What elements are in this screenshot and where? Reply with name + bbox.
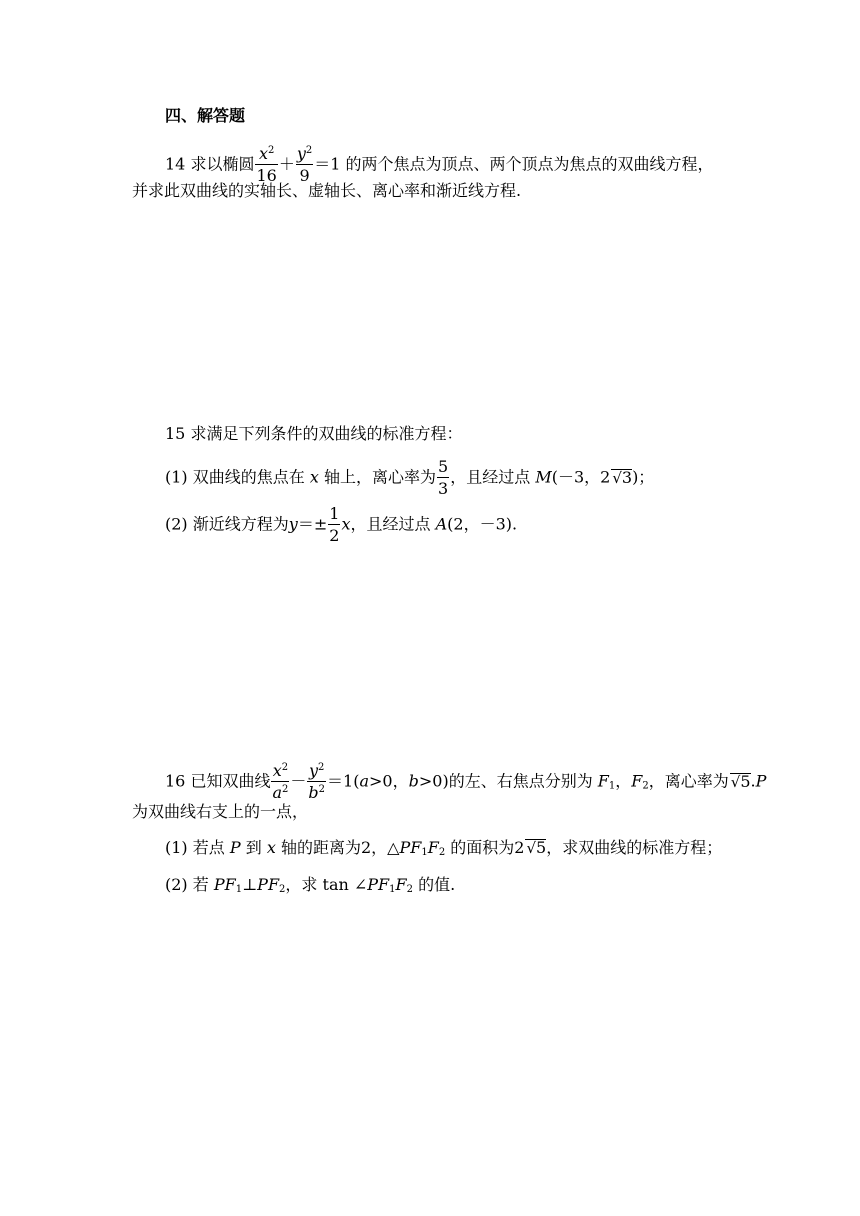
sqrt-5: √5	[730, 771, 751, 791]
question-14-line-1: 14 求以椭圆 $\frac{x^2}{16}$ ＋ $\frac{y^2}{9}$ ＝1 的两个焦点为顶点、两个顶点为焦点的双曲线方程，	[165, 144, 714, 185]
question-15-part-1: (1) 双曲线的焦点在 x 轴上，离心率为 $\frac{5}{3}$ ，且经过点 M(－3，2 √3)；	[165, 457, 655, 498]
question-15-part-2: (2) 渐近线方程为y＝± $\frac{1}{2}$ x，且经过点 A(2，－3).	[165, 504, 518, 545]
fraction-y2-9: $\frac{y^2}{9}$	[296, 144, 313, 185]
question-16-part-1: (1) 若点 P 到 x 轴的距离为2，$\triangle PF_1F_2$ 的面积为2 √5，求双曲线的标准方程；	[165, 838, 723, 858]
question-number: 15	[165, 424, 186, 443]
sqrt-5: √5	[526, 838, 547, 857]
question-15-stem: 15 求满足下列条件的双曲线的标准方程：	[165, 424, 463, 443]
question-16-part-2: (2) 若 $PF_1\perp PF_2$，求 $\tan \angle PF_1F_2$ 的值.	[165, 875, 456, 895]
question-14-line-2: 并求此双曲线的实轴长、虚轴长、离心率和渐近线方程.	[132, 181, 522, 200]
fraction-y2-b2: $\frac{y^2}{b^2}$	[308, 761, 326, 802]
question-number: 16	[165, 771, 186, 791]
sqrt-3: √3	[612, 467, 633, 487]
fraction-x2-16: $\frac{x^2}{16}$	[256, 144, 277, 185]
fraction-5-3: $\frac{5}{3}$	[438, 457, 449, 498]
section-title: 四、解答题	[165, 106, 246, 125]
question-16-line-1: 16 已知双曲线 $\frac{x^2}{a^2}$ － $\frac{y^2}{b^2}$ ＝1(a>0，b>0)的左、右焦点分别为 $F_1$，$F_2$，离心率为 √5.P	[165, 761, 767, 802]
question-number: 14	[165, 154, 186, 174]
fraction-1-2: $\frac{1}{2}$	[329, 504, 340, 545]
fraction-x2-a2: $\frac{x^2}{a^2}$	[272, 761, 289, 802]
question-16-line-2: 为双曲线右支上的一点，	[132, 802, 309, 821]
